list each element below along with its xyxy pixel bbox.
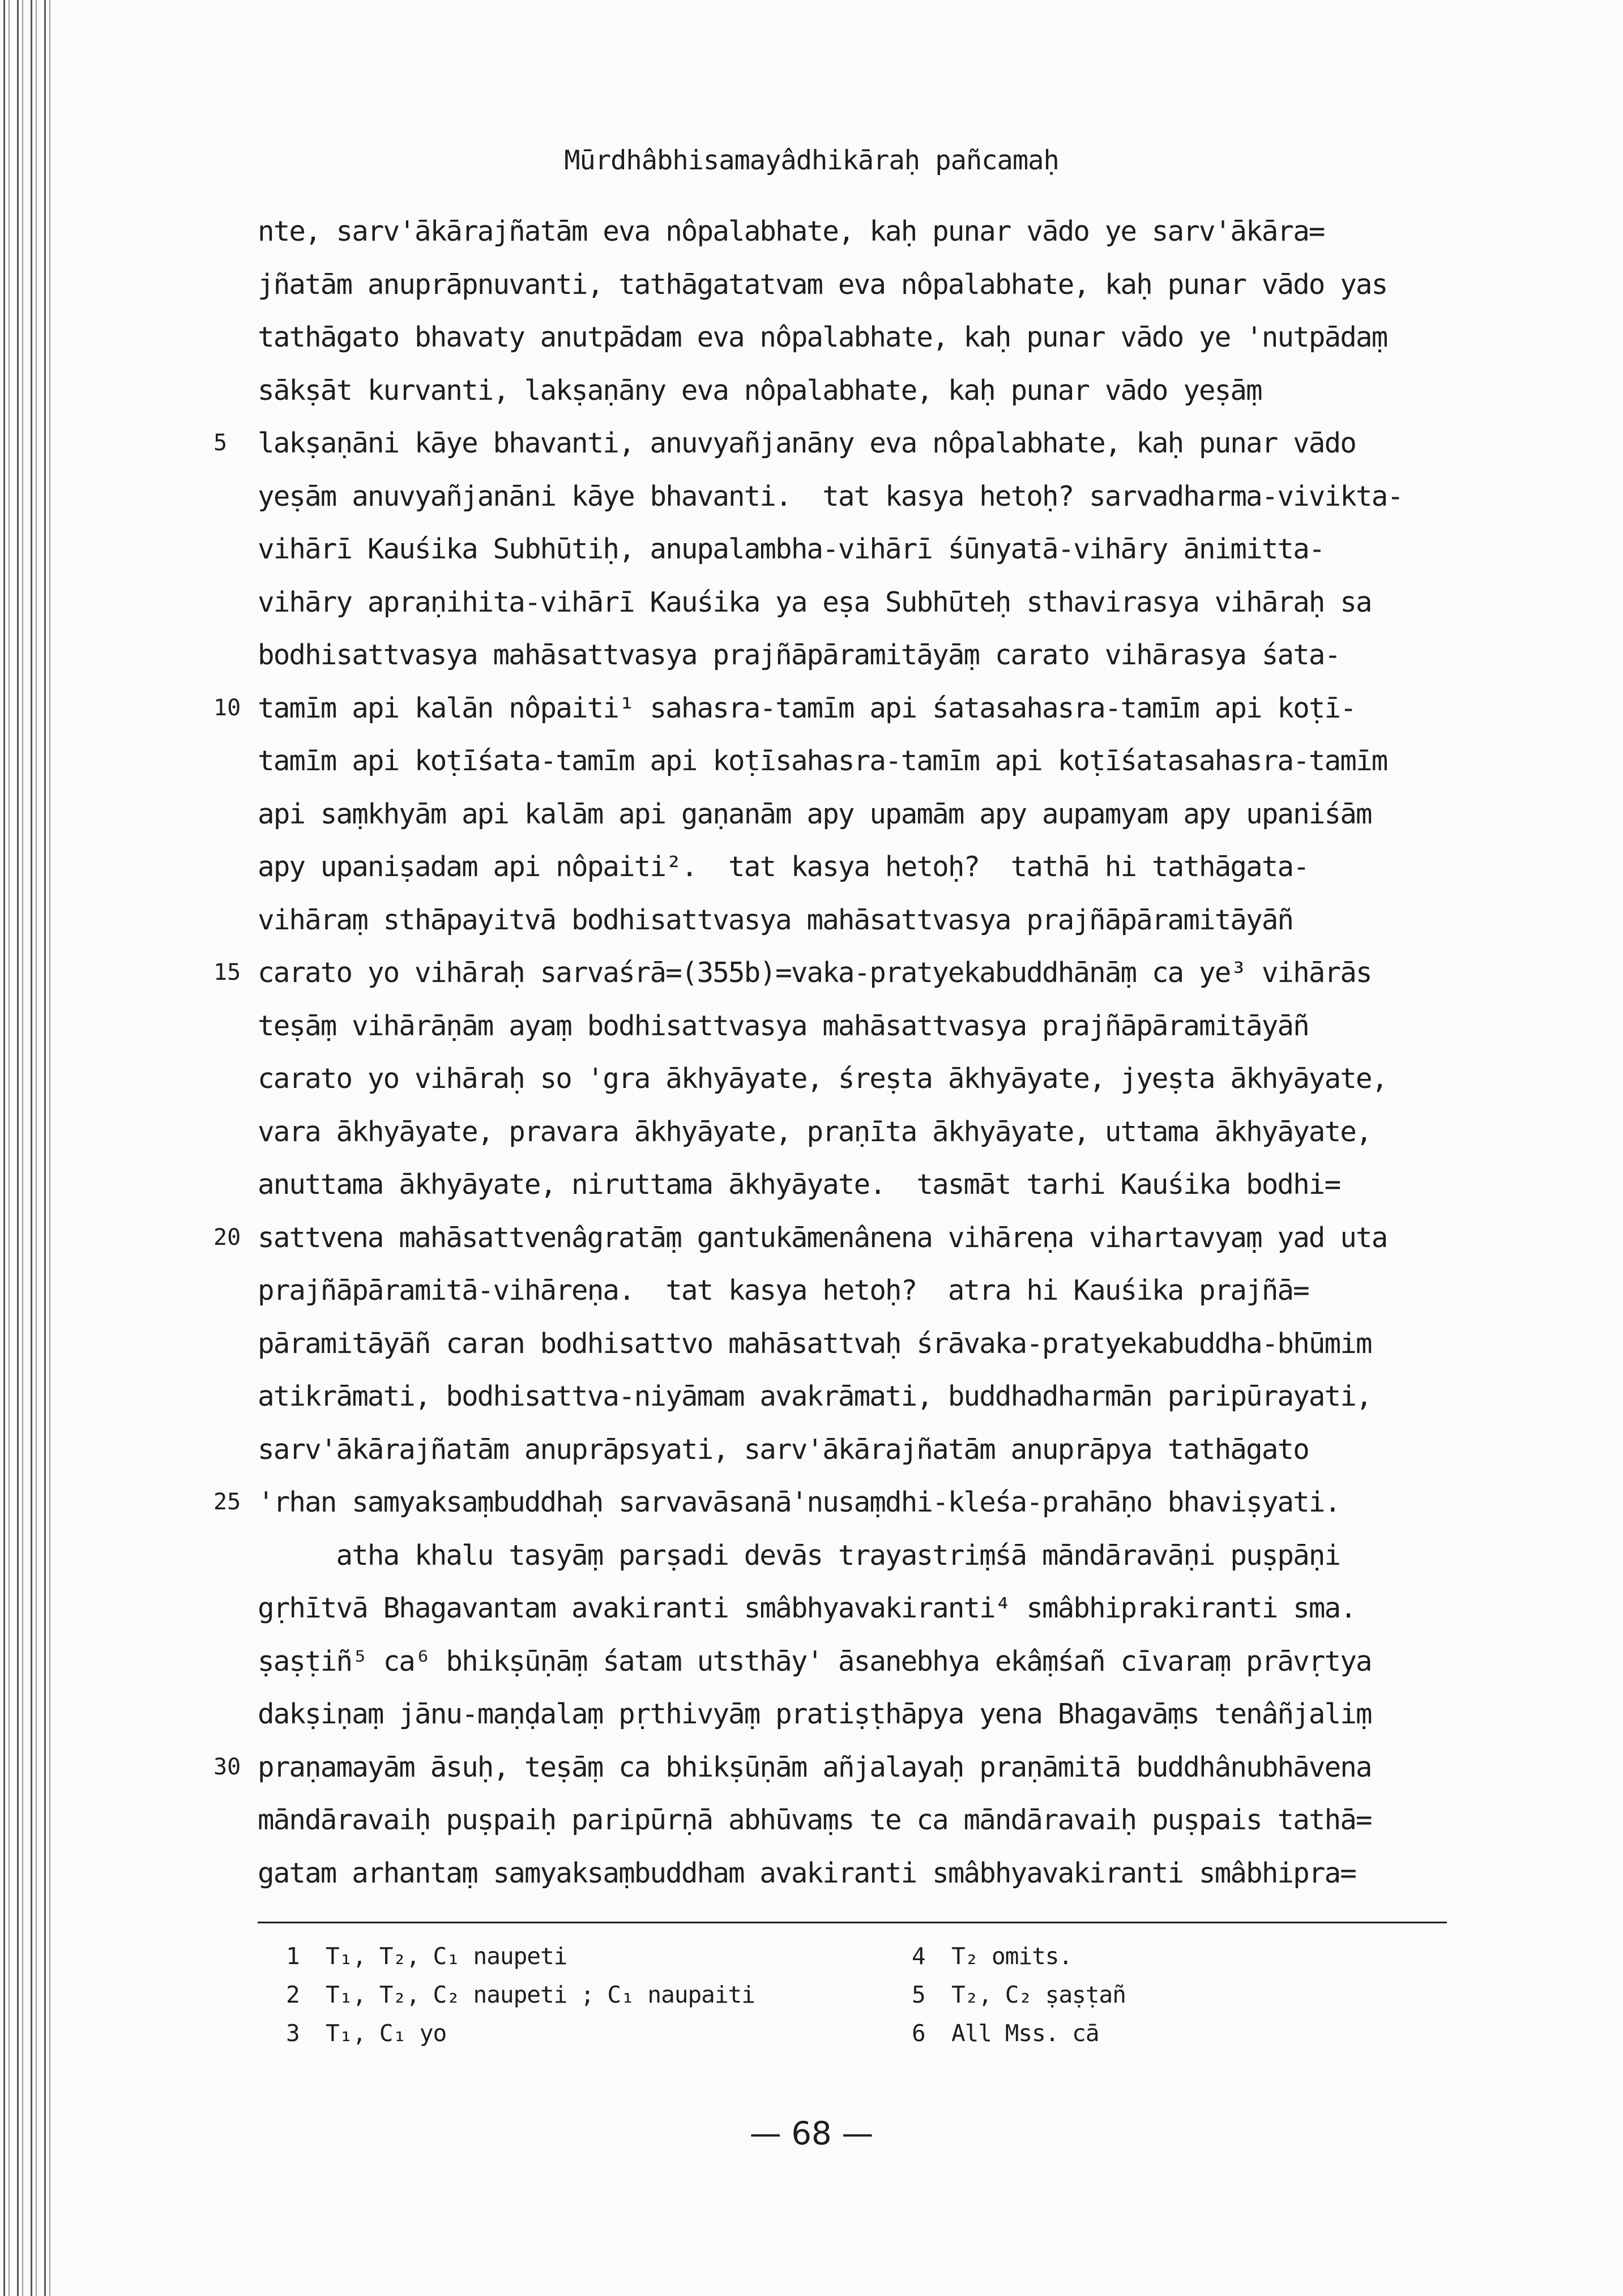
footnote-number: 1 [286,1943,300,1970]
footnote-text: T₁, T₂, C₂ naupeti ; C₁ naupaiti [326,1981,755,2008]
text-line [258,1106,1447,1159]
footnote-text: All Mss. cā [951,2020,1099,2047]
line-text: tathāgato bhavaty anutpādam eva nôpalabhate, kaḥ punar vādo ye 'nutpādaṃ [258,321,1387,353]
line-text: pāramitāyāñ caran bodhisattvo mahāsattvaḥ śrāvaka-pratyekabuddha-bhūmim [258,1327,1372,1360]
line-text: nte, sarv'ākārajñatām eva nôpalabhate, kaḥ punar vādo ye sarv'ākāra= [258,215,1325,247]
text-line [213,1476,1447,1529]
text-line [258,576,1447,629]
text-line [258,205,1447,258]
line-text: lakṣaṇāni kāye bhavanti, anuvyañjanāny eva nôpalabhate, kaḥ punar vādo [258,427,1356,459]
footnote [286,2014,852,2052]
line-text: bodhisattvasya mahāsattvasya prajñāpāramitāyāṃ carato vihārasya śata- [258,639,1340,671]
line-text: anuttama ākhyāyate, niruttama ākhyāyate. tasmāt tarhi Kauśika bodhi= [258,1168,1340,1201]
footnote-number: 5 [912,1981,925,2008]
line-number: 30 [213,1753,241,1780]
line-text: tamīm api kalān nôpaiti¹ sahasra-tamīm api śatasahasra-tamīm api koṭī- [258,692,1356,724]
text-line [258,788,1447,841]
line-text: apy upaniṣadam api nôpaiti². tat kasya hetoḥ? tathā hi tathāgata- [258,851,1309,883]
footnote-text: T₁, T₂, C₁ naupeti [326,1943,567,1970]
text-line [213,417,1447,470]
line-text: dakṣiṇaṃ jānu-maṇḍalaṃ pṛthivyāṃ pratiṣṭhāpya yena Bhagavāṃs tenâñjaliṃ [258,1698,1372,1730]
line-text: 'rhan samyaksaṃbuddhaḥ sarvavāsanā'nusaṃdhi-kleśa-prahāṇo bhaviṣyati. [258,1486,1340,1518]
line-text: gṛhītvā Bhagavantam avakiranti smâbhyavakiranti⁴ smâbhiprakiranti sma. [258,1592,1356,1624]
text-line [258,840,1447,894]
line-text: jñatām anuprāpnuvanti, tathāgatatvam eva nôpalabhate, kaḥ punar vādo yas [258,268,1387,301]
page-number: — 68 — [749,2115,874,2152]
text-line [213,682,1447,735]
text-line [258,1317,1447,1371]
text-line [258,470,1447,523]
line-text: tamīm api koṭīśata-tamīm api koṭīsahasra-tamīm api koṭīśatasahasra-tamīm [258,745,1387,777]
text-line [213,1741,1447,1794]
text-line [258,1529,1447,1582]
line-text: gatam arhantaṃ samyaksaṃbuddham avakiranti smâbhyavakiranti smâbhipra= [258,1857,1356,1889]
line-text: teṣāṃ vihārāṇām ayaṃ bodhisattvasya mahāsattvasya prajñāpāramitāyāñ [258,1009,1309,1042]
line-text: vihāry apraṇihita-vihārī Kauśika ya eṣa Subhūteḥ sthavirasya vihāraḥ sa [258,586,1372,618]
footnote-number: 3 [286,2020,300,2047]
line-text: vara ākhyāyate, pravara ākhyāyate, praṇīta ākhyāyate, uttama ākhyāyate, [258,1115,1372,1148]
text-line [258,1158,1447,1211]
text-line [258,1264,1447,1317]
text-line [258,1052,1447,1106]
line-text: sattvena mahāsattvenâgratāṃ gantukāmenânena vihāreṇa vihartavyaṃ yad uta [258,1221,1387,1254]
line-text: sākṣāt kurvanti, lakṣaṇāny eva nôpalabhate, kaḥ punar vādo yeṣāṃ [258,374,1262,407]
line-text: yeṣām anuvyañjanāni kāye bhavanti. tat kasya hetoḥ? sarvadharma-vivikta- [258,480,1403,513]
text-line [258,364,1447,417]
text-line [258,1423,1447,1476]
text-line [258,1000,1447,1053]
footnotes-right [912,1937,1478,2052]
line-text: praṇamayām āsuḥ, teṣāṃ ca bhikṣūṇām añjalayaḥ praṇāmitā buddhânubhāvena [258,1751,1372,1783]
footnotes-left [286,1937,852,2052]
main-text [213,205,1447,1900]
line-text: māndāravaiḥ puṣpaiḥ paripūrṇā abhūvaṃs te ca māndāravaiḥ puṣpais tathā= [258,1804,1372,1836]
line-number: 25 [213,1489,241,1515]
text-line [213,1211,1447,1265]
text-line [258,1582,1447,1635]
footnote [286,1975,852,2014]
text-line [258,311,1447,364]
line-number: 20 [213,1224,241,1251]
text-line [258,258,1447,311]
footnote-number: 2 [286,1981,300,2008]
line-text: carato yo vihāraḥ so 'gra ākhyāyate, śreṣta ākhyāyate, jyeṣta ākhyāyate, [258,1062,1387,1095]
footnote-number: 6 [912,2020,925,2047]
line-text: ṣaṣṭiñ⁵ ca⁶ bhikṣūṇāṃ śatam utsthāy' āsanebhya ekâṃśañ cīvaraṃ prāvṛtya [258,1645,1372,1678]
footnote-text: T₁, C₁ yo [326,2020,447,2047]
footnote-number: 4 [912,1943,925,1970]
page-header: Mūrdhâbhisamayâdhikāraḥ pañcamaḥ [564,145,1059,176]
line-number: 15 [213,959,241,985]
footnote-text: T₂ omits. [951,1943,1073,1970]
text-line [258,1370,1447,1423]
footnote-divider [258,1922,1447,1923]
line-text: vihāraṃ sthāpayitvā bodhisattvasya mahāsattvasya prajñāpāramitāyāñ [258,903,1293,936]
text-line [258,523,1447,576]
text-line [213,946,1447,1000]
footnote [912,1937,1478,1975]
line-text: atikrāmati, bodhisattva-niyāmam avakrāmati, buddhadharmān paripūrayati, [258,1380,1372,1412]
line-text: atha khalu tasyāṃ parṣadi devās trayastriṃśā māndāravāṇi puṣpāṇi [258,1539,1340,1572]
text-line [258,1847,1447,1900]
footnote-text: T₂, C₂ ṣaṣṭañ [951,1981,1126,2008]
line-text: carato yo vihāraḥ sarvaśrā=(355b)=vaka-pratyekabuddhānāṃ ca ye³ vihārās [258,957,1372,989]
text-line [258,1794,1447,1847]
line-text: vihārī Kauśika Subhūtiḥ, anupalambha-vihārī śūnyatā-vihāry ānimitta- [258,533,1325,565]
text-line [258,894,1447,947]
line-number: 5 [213,430,228,456]
text-line [258,1635,1447,1688]
footnote [912,2014,1478,2052]
line-text: sarv'ākārajñatām anuprāpsyati, sarv'ākārajñatām anuprāpya tathāgato [258,1433,1309,1466]
line-text: prajñāpāramitā-vihāreṇa. tat kasya hetoḥ? atra hi Kauśika prajñā= [258,1274,1309,1307]
line-number: 10 [213,694,241,721]
binding-edge [0,0,54,2296]
footnote [286,1937,852,1975]
text-line [258,735,1447,788]
text-line [258,629,1447,682]
footnote [912,1975,1478,2014]
text-line [258,1688,1447,1741]
line-text: api saṃkhyām api kalām api gaṇanām apy upamām apy aupamyam apy upaniśām [258,797,1372,830]
